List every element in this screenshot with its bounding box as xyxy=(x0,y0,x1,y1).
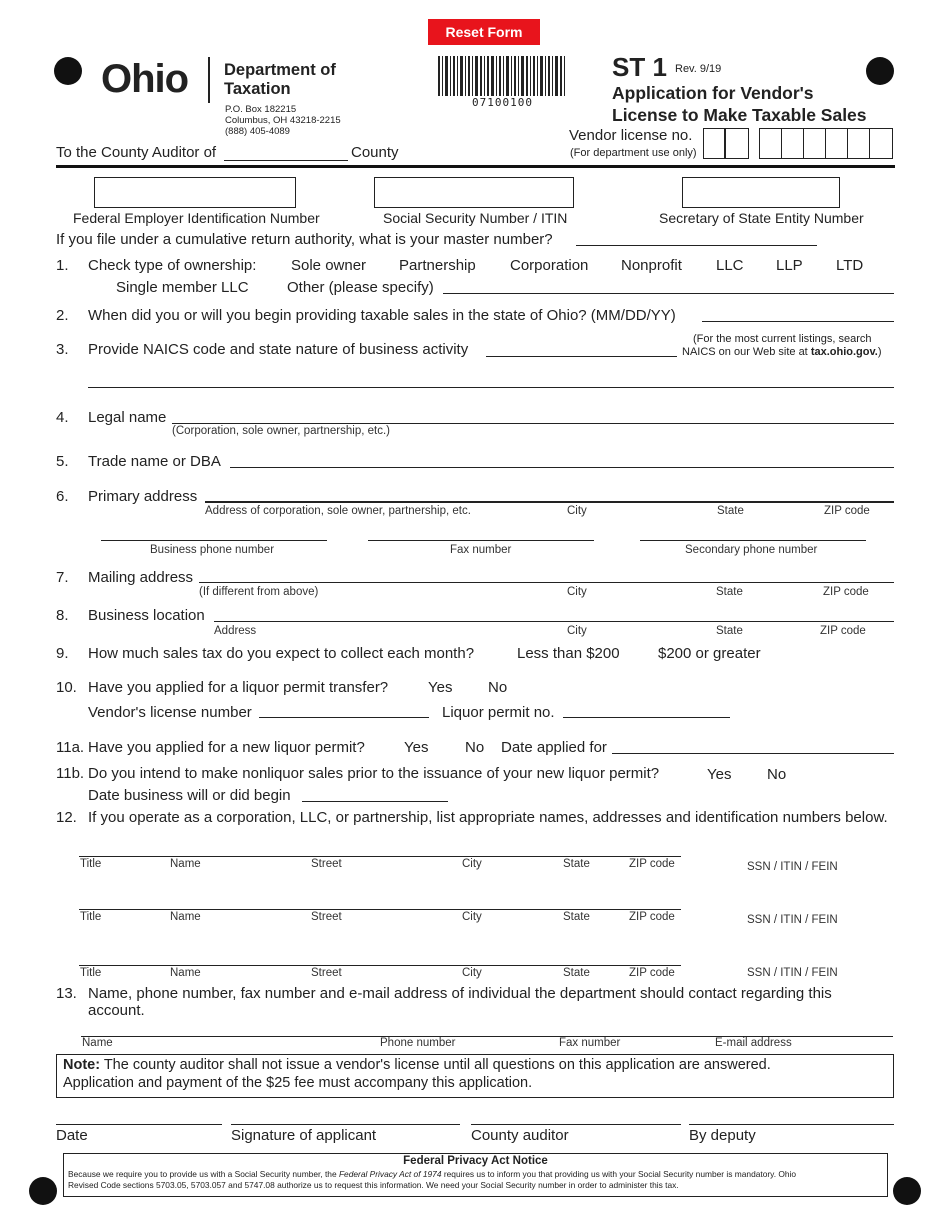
mailing-address-hint: (If different from above) xyxy=(199,586,319,598)
registration-mark xyxy=(29,1177,57,1205)
q6-number: 6. xyxy=(56,488,69,505)
q8-label: Business location xyxy=(88,607,205,624)
primary-address-input[interactable] xyxy=(205,501,894,503)
q11b-label: Do you intend to make nonliquor sales prior to the issuance of your new liquor permit? xyxy=(88,765,660,782)
contact-fax: Fax number xyxy=(559,1037,621,1049)
q11a-date-label: Date applied for xyxy=(501,739,607,756)
q9-number: 9. xyxy=(56,645,69,662)
col-zip: ZIP code xyxy=(629,858,675,870)
fax-input[interactable] xyxy=(368,540,594,541)
primary-zip-hint: ZIP code xyxy=(824,505,870,517)
col-state: State xyxy=(563,911,590,923)
q3-label: Provide NAICS code and state nature of business activity xyxy=(88,341,469,358)
q7-label: Mailing address xyxy=(88,569,194,586)
county-input[interactable] xyxy=(224,160,348,161)
q13-number: 13. xyxy=(56,985,77,1002)
ownership-corporation[interactable]: Corporation xyxy=(510,257,589,274)
business-phone-input[interactable] xyxy=(101,540,327,541)
registration-mark xyxy=(54,57,82,85)
col-id: SSN / ITIN / FEIN xyxy=(747,914,838,926)
agency-phone: (888) 405-4089 xyxy=(225,126,290,137)
ownership-single-member-llc[interactable]: Single member LLC xyxy=(116,279,249,296)
business-zip-hint: ZIP code xyxy=(820,625,866,637)
q12-label: If you operate as a corporation, LLC, or partnership, list appropriate names, addresses and identification numbers below. xyxy=(88,809,888,826)
header-rule xyxy=(56,165,895,168)
col-name: Name xyxy=(170,858,201,870)
ownership-other[interactable]: Other (please specify) xyxy=(287,279,434,296)
ownership-other-input[interactable] xyxy=(443,293,894,294)
primary-state-hint: State xyxy=(717,505,744,517)
mailing-address-input[interactable] xyxy=(199,582,894,583)
privacy-text-a: Because we require you to provide us with a Social Security number, the xyxy=(68,1169,339,1179)
col-title: Title xyxy=(80,911,102,923)
primary-address-hint: Address of corporation, sole owner, partnership, etc. xyxy=(205,505,471,517)
officer-row[interactable] xyxy=(0,909,950,929)
privacy-text-c: requires us to inform you that providing us with your Social Security number is mandatory. Ohio xyxy=(441,1169,797,1179)
trade-name-input[interactable] xyxy=(230,467,894,468)
by-deputy-label: By deputy xyxy=(689,1127,756,1144)
business-state-hint: State xyxy=(716,625,743,637)
q11a-number: 11a. xyxy=(56,739,85,756)
logo-divider xyxy=(208,57,210,103)
secondary-phone-hint: Secondary phone number xyxy=(685,544,818,556)
fein-label: Federal Employer Identification Number xyxy=(73,210,320,226)
q10-permit-input[interactable] xyxy=(563,717,730,718)
reset-form-button[interactable]: Reset Form xyxy=(428,19,540,45)
note-box xyxy=(56,1054,894,1098)
q9-label: How much sales tax do you expect to collect each month? xyxy=(88,645,475,662)
naics-note: (For the most current listings, search xyxy=(693,333,872,345)
business-phone-hint: Business phone number xyxy=(150,544,275,556)
legal-name-input[interactable] xyxy=(172,423,894,424)
fax-hint: Fax number xyxy=(450,544,512,556)
registration-mark xyxy=(893,1177,921,1205)
q11b-date-input[interactable] xyxy=(302,801,448,802)
q10-label: Have you applied for a liquor permit transfer? xyxy=(88,679,389,696)
vendor-license-label: Vendor license no. xyxy=(569,127,693,144)
ssn-label: Social Security Number / ITIN xyxy=(383,210,568,226)
business-activity-input[interactable] xyxy=(88,387,894,388)
privacy-notice xyxy=(63,1153,888,1197)
po-box: P.O. Box 182215 xyxy=(225,104,297,115)
q13-label-2: account. xyxy=(88,1002,145,1019)
q4-label: Legal name xyxy=(88,409,167,426)
q2-label: When did you or will you begin providing taxable sales in the state of Ohio? (MM/DD/YY) xyxy=(88,307,676,324)
note-text: The county auditor shall not issue a vendor's license until all questions on this application are answered. xyxy=(100,1057,771,1073)
form-code: ST 1 xyxy=(612,52,667,82)
col-state: State xyxy=(563,858,590,870)
q10-vendor-label: Vendor's license number xyxy=(88,704,252,721)
legal-name-hint: (Corporation, sole owner, partnership, etc.) xyxy=(172,425,390,437)
mailing-city-hint: City xyxy=(567,586,587,598)
q8-number: 8. xyxy=(56,607,69,624)
mailing-zip-hint: ZIP code xyxy=(823,586,869,598)
q10-vendor-input[interactable] xyxy=(259,717,429,718)
note-line-2: Application and payment of the $25 fee must accompany this application. xyxy=(63,1075,533,1091)
q3-number: 3. xyxy=(56,341,69,358)
officer-row[interactable] xyxy=(0,856,950,876)
master-number-input[interactable] xyxy=(576,245,817,246)
date-label: Date xyxy=(56,1127,88,1144)
master-number-label: If you file under a cumulative return authority, what is your master number? xyxy=(56,231,553,248)
contact-name: Name xyxy=(82,1037,113,1049)
q11a-date-input[interactable] xyxy=(612,753,894,754)
sos-label: Secretary of State Entity Number xyxy=(659,210,864,226)
col-title: Title xyxy=(80,967,102,979)
q4-number: 4. xyxy=(56,409,69,426)
contact-email: E-mail address xyxy=(715,1037,792,1049)
privacy-act: Federal Privacy Act of 1974 xyxy=(338,1169,442,1179)
county-auditor-label: County auditor xyxy=(471,1127,569,1144)
barcode-number: 07100100 xyxy=(472,96,533,109)
q10-no[interactable]: No xyxy=(488,679,508,696)
col-zip: ZIP code xyxy=(629,967,675,979)
county-auditor-input[interactable] xyxy=(471,1124,681,1125)
ownership-ltd[interactable]: LTD xyxy=(836,257,864,274)
q11b-no[interactable]: No xyxy=(767,766,787,783)
ohio-logo: Ohio xyxy=(101,57,189,101)
signature-label: Signature of applicant xyxy=(231,1127,377,1144)
vendor-license-note: (For department use only) xyxy=(570,147,697,159)
note-line-1 xyxy=(63,1057,771,1073)
agency-city: Columbus, OH 43218-2215 xyxy=(225,115,341,126)
q1-number: 1. xyxy=(56,257,69,274)
form-title: Application for Vendor's xyxy=(612,83,814,103)
q11b-date-label: Date business will or did begin xyxy=(88,787,291,804)
county-auditor-prefix: To the County Auditor of xyxy=(56,144,217,161)
primary-city-hint: City xyxy=(567,505,587,517)
ownership-nonprofit[interactable]: Nonprofit xyxy=(621,257,682,274)
business-location-hint: Address xyxy=(214,625,257,637)
naics-input[interactable] xyxy=(486,356,677,357)
col-city: City xyxy=(462,967,482,979)
q10-permit-label: Liquor permit no. xyxy=(442,704,555,721)
officer-row[interactable] xyxy=(0,965,950,985)
col-zip: ZIP code xyxy=(629,911,675,923)
q10-number: 10. xyxy=(56,679,77,696)
contact-row[interactable] xyxy=(0,1036,950,1054)
col-street: Street xyxy=(311,967,342,979)
sales-tax-less-than-200[interactable]: Less than $200 xyxy=(517,645,620,662)
q1-label: Check type of ownership: xyxy=(88,257,257,274)
sos-input[interactable] xyxy=(682,177,840,208)
secondary-phone-input[interactable] xyxy=(640,540,866,541)
privacy-line-1 xyxy=(68,1169,796,1179)
q11b-number: 11b. xyxy=(56,765,85,782)
dept-name: Department of xyxy=(224,61,336,79)
q5-label: Trade name or DBA xyxy=(88,453,221,470)
county-suffix: County xyxy=(351,144,399,161)
ownership-llp[interactable]: LLP xyxy=(776,257,803,274)
col-title: Title xyxy=(80,858,102,870)
privacy-line-2: Revised Code sections 5703.05, 5703.057 and 5747.08 authorize us to request this information. We need your Social Security number in order to administer this tax. xyxy=(68,1180,679,1190)
col-city: City xyxy=(462,858,482,870)
naics-note-text: NAICS on our Web site at xyxy=(682,346,808,358)
ssn-input[interactable] xyxy=(374,177,574,208)
mailing-state-hint: State xyxy=(716,586,743,598)
registration-mark xyxy=(866,57,894,85)
col-id: SSN / ITIN / FEIN xyxy=(747,861,838,873)
form-revision: Rev. 9/19 xyxy=(675,63,722,75)
col-street: Street xyxy=(311,858,342,870)
ownership-llc[interactable]: LLC xyxy=(716,257,744,274)
signature-input[interactable] xyxy=(231,1124,460,1125)
privacy-title: Federal Privacy Act Notice xyxy=(403,1155,548,1167)
q11a-no[interactable]: No xyxy=(465,739,485,756)
business-location-input[interactable] xyxy=(214,621,894,622)
ownership-sole-owner[interactable]: Sole owner xyxy=(291,257,367,274)
ownership-partnership[interactable]: Partnership xyxy=(399,257,476,274)
q11a-label: Have you applied for a new liquor permit? xyxy=(88,739,365,756)
naics-note-2 xyxy=(682,346,882,358)
q5-number: 5. xyxy=(56,453,69,470)
q2-number: 2. xyxy=(56,307,69,324)
q2-date-input[interactable] xyxy=(702,321,894,322)
col-city: City xyxy=(462,911,482,923)
col-id: SSN / ITIN / FEIN xyxy=(747,967,838,979)
q11b-yes[interactable]: Yes xyxy=(707,766,732,783)
form-title-2: License to Make Taxable Sales xyxy=(612,105,867,125)
q6-label: Primary address xyxy=(88,488,198,505)
naics-note-close: ) xyxy=(877,346,882,358)
sales-tax-200-or-greater[interactable]: $200 or greater xyxy=(658,645,761,662)
q11a-yes[interactable]: Yes xyxy=(404,739,429,756)
col-name: Name xyxy=(170,911,201,923)
contact-phone: Phone number xyxy=(380,1037,456,1049)
q7-number: 7. xyxy=(56,569,69,586)
note-bold: Note: xyxy=(63,1057,101,1073)
tax-site-link[interactable]: tax.ohio.gov. xyxy=(810,346,878,358)
col-street: Street xyxy=(311,911,342,923)
q13-label: Name, phone number, fax number and e-mail address of individual the department should contact regarding this xyxy=(88,985,832,1002)
col-state: State xyxy=(563,967,590,979)
business-city-hint: City xyxy=(567,625,587,637)
date-input[interactable] xyxy=(56,1124,222,1125)
q10-yes[interactable]: Yes xyxy=(428,679,453,696)
by-deputy-input[interactable] xyxy=(689,1124,894,1125)
barcode xyxy=(438,56,566,96)
col-name: Name xyxy=(170,967,201,979)
fein-input[interactable] xyxy=(94,177,296,208)
q12-number: 12. xyxy=(56,809,77,826)
dept-name-2: Taxation xyxy=(224,80,291,98)
